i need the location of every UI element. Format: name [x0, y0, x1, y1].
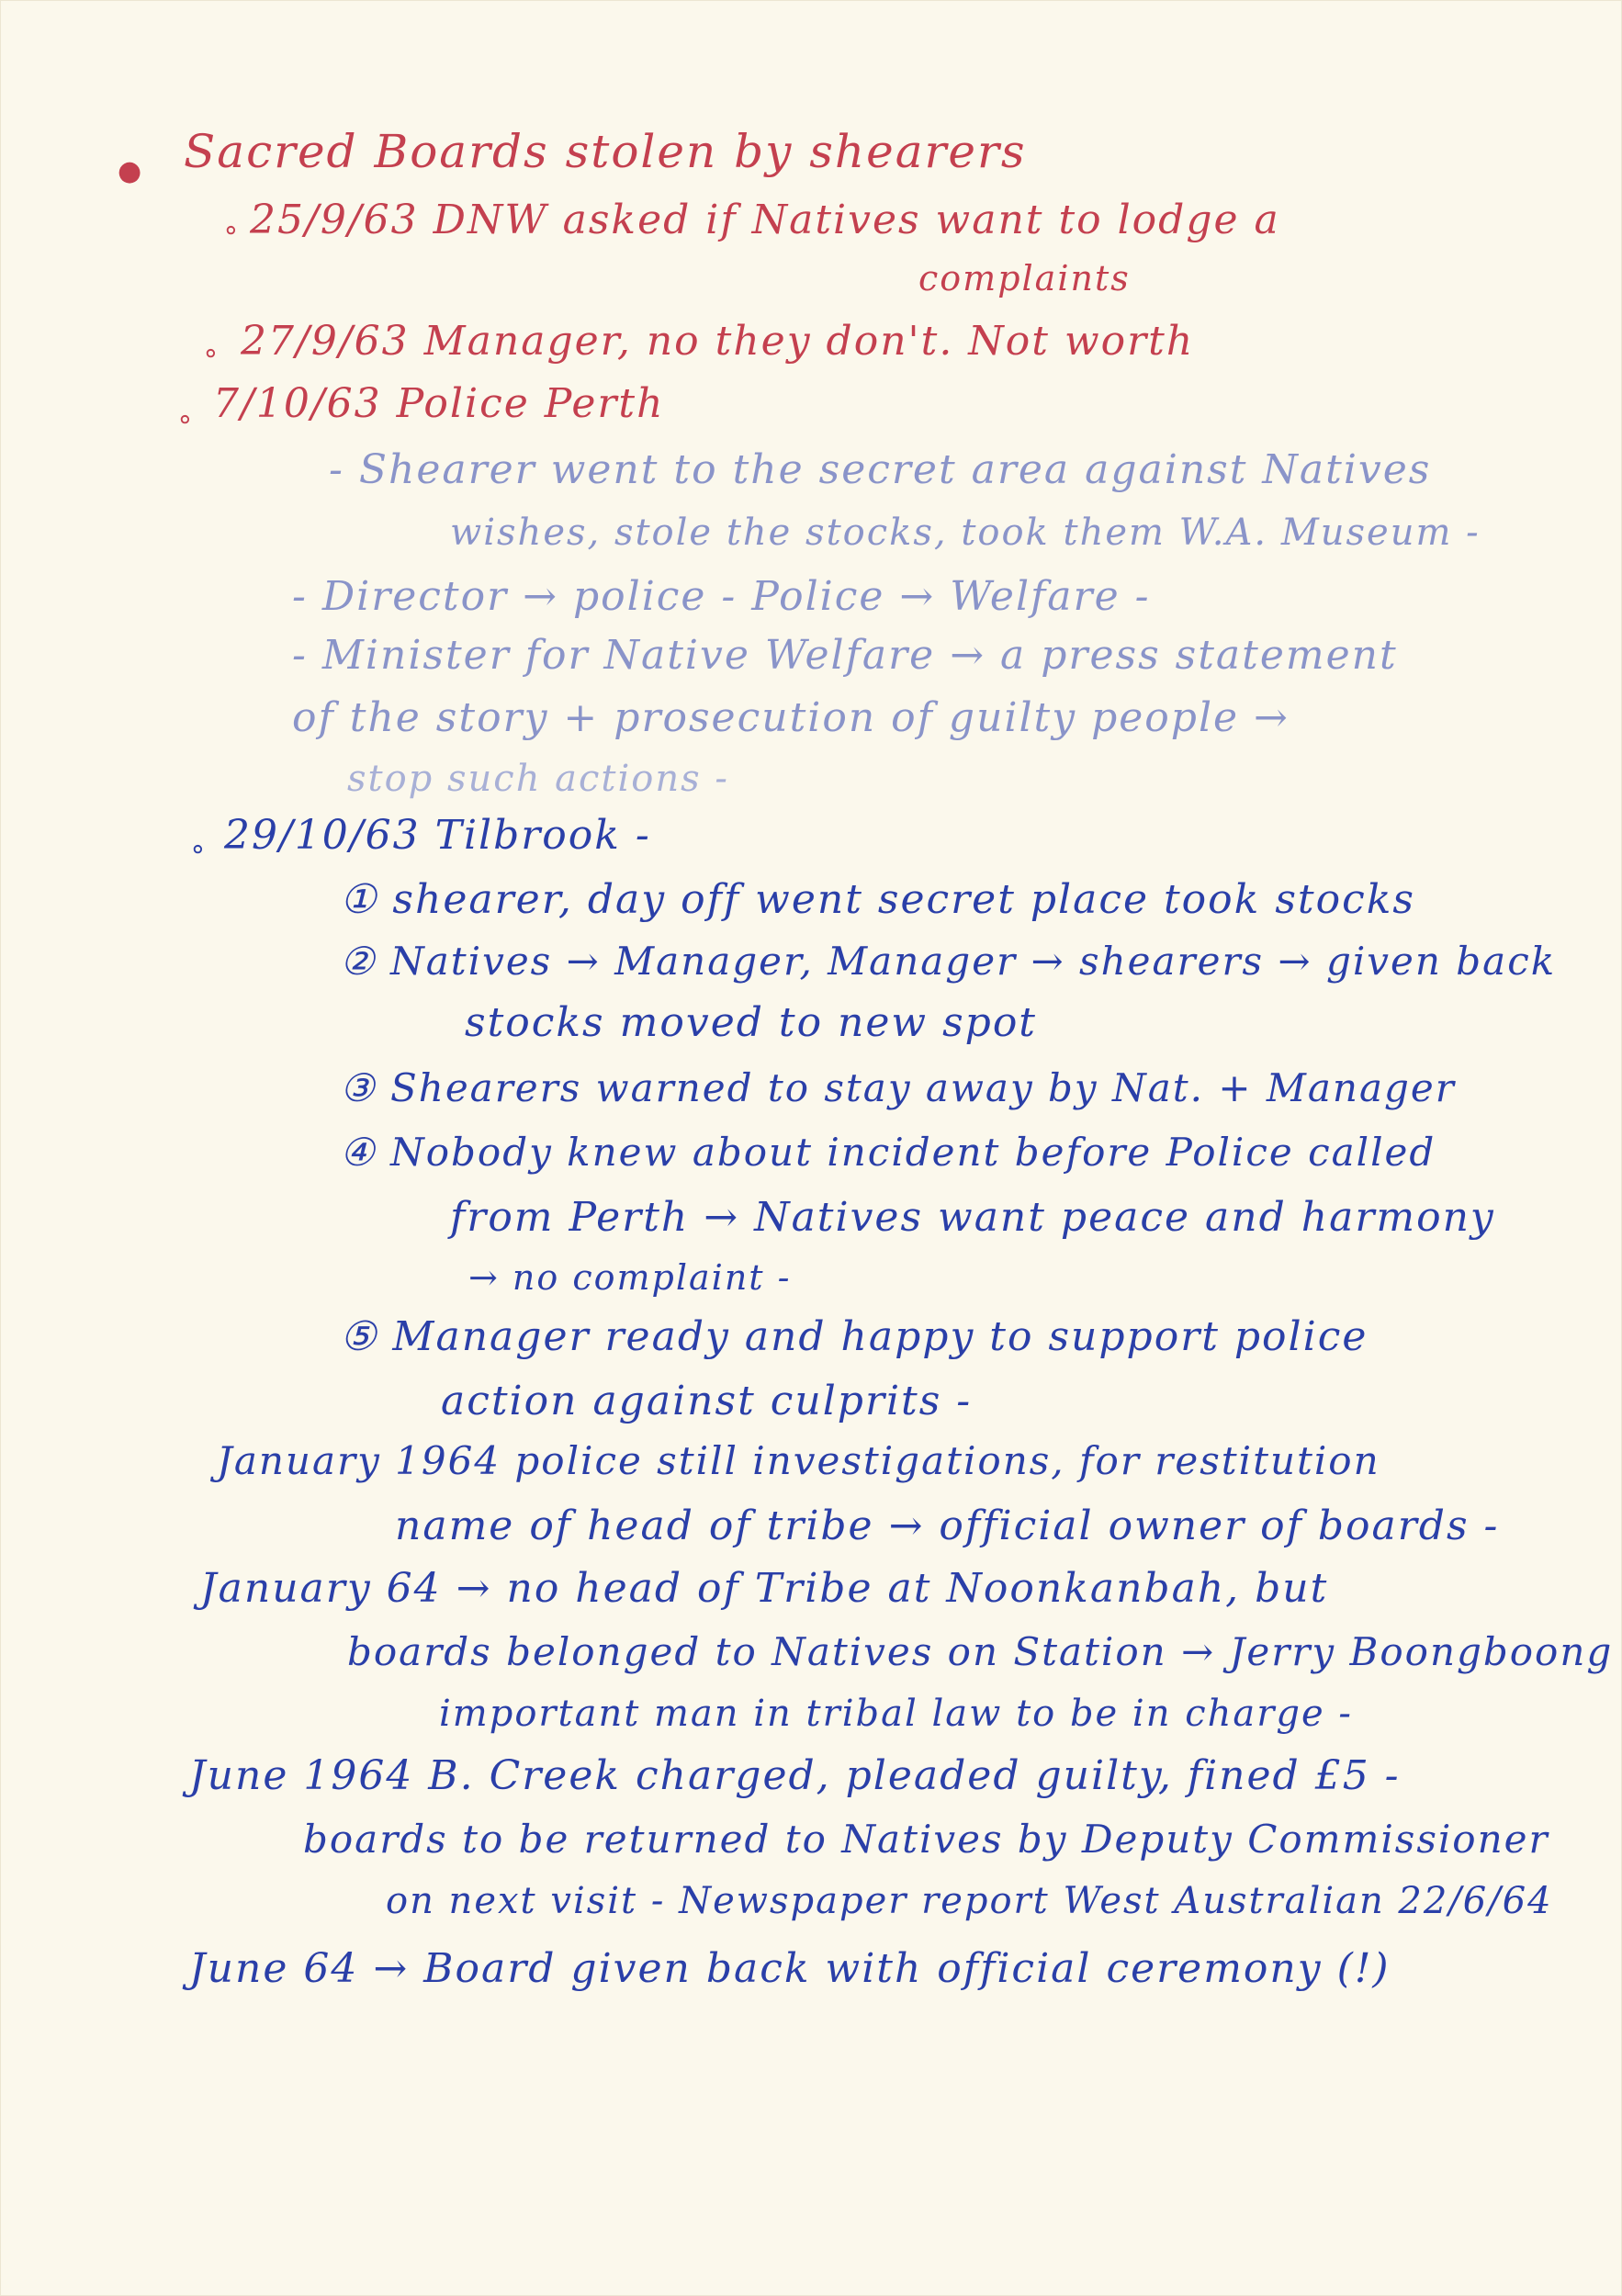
bullet-small-icon: ∘: [202, 337, 220, 369]
note-line: June 1964 B. Creek charged, pleaded guilty, fined £5 -: [189, 1752, 1401, 1799]
note-line: name of head of tribe → official owner of boards -: [395, 1503, 1500, 1549]
note-line: complaints: [918, 258, 1131, 298]
note-line: → no complaint -: [468, 1257, 792, 1298]
note-line: June 64 → Board given back with official ceremony (!): [189, 1945, 1391, 1992]
note-line: 7/10/63 Police Perth: [213, 380, 665, 427]
note-line: stop such actions -: [347, 758, 729, 800]
note-line: stocks moved to new spot: [465, 999, 1037, 1046]
note-line: 27/9/63 Manager, no they don't. Not worth: [241, 318, 1195, 365]
note-line: - Minister for Native Welfare → a press statement: [292, 632, 1398, 679]
note-line: ⑤ Manager ready and happy to support police: [340, 1313, 1369, 1360]
note-line: from Perth → Natives want peace and harmony: [450, 1194, 1495, 1241]
note-heading: Sacred Boards stolen by shearers: [184, 125, 1027, 178]
note-line: ② Natives → Manager, Manager → shearers → given back: [340, 939, 1557, 984]
note-line: - Director → police - Police → Welfare -: [292, 573, 1151, 620]
note-line: important man in tribal law to be in charge -: [439, 1693, 1353, 1735]
note-line: January 1964 police still investigations, for restitution: [217, 1438, 1380, 1483]
note-line: of the story + prosecution of guilty people →: [292, 694, 1290, 741]
note-line: wishes, stole the stocks, took them W.A. Museum -: [450, 512, 1481, 554]
note-line: 25/9/63 DNW asked if Natives want to lodge a: [250, 197, 1280, 243]
note-line: - Shearer went to the secret area against Natives: [329, 446, 1432, 493]
note-line: boards belonged to Natives on Station → Jerry Boongboong: [347, 1629, 1614, 1674]
note-line: action against culprits -: [441, 1378, 973, 1424]
note-line: on next visit - Newspaper report West Australian 22/6/64: [386, 1880, 1553, 1922]
note-line: 29/10/63 Tilbrook -: [224, 812, 651, 859]
note-line: ① shearer, day off went secret place took stocks: [340, 876, 1415, 923]
bullet-small-icon: ∘: [176, 403, 194, 435]
note-line: ④ Nobody knew about incident before Police called: [340, 1130, 1436, 1175]
note-line: January 64 → no head of Tribe at Noonkanbah, but: [200, 1565, 1329, 1612]
bullet-filled-icon: ●: [118, 155, 142, 187]
bullet-small-icon: ∘: [189, 833, 207, 865]
note-line: boards to be returned to Natives by Deputy Commissioner: [303, 1817, 1549, 1862]
bullet-small-icon: ∘: [222, 214, 240, 246]
note-line: ③ Shearers warned to stay away by Nat. + Manager: [340, 1065, 1456, 1110]
